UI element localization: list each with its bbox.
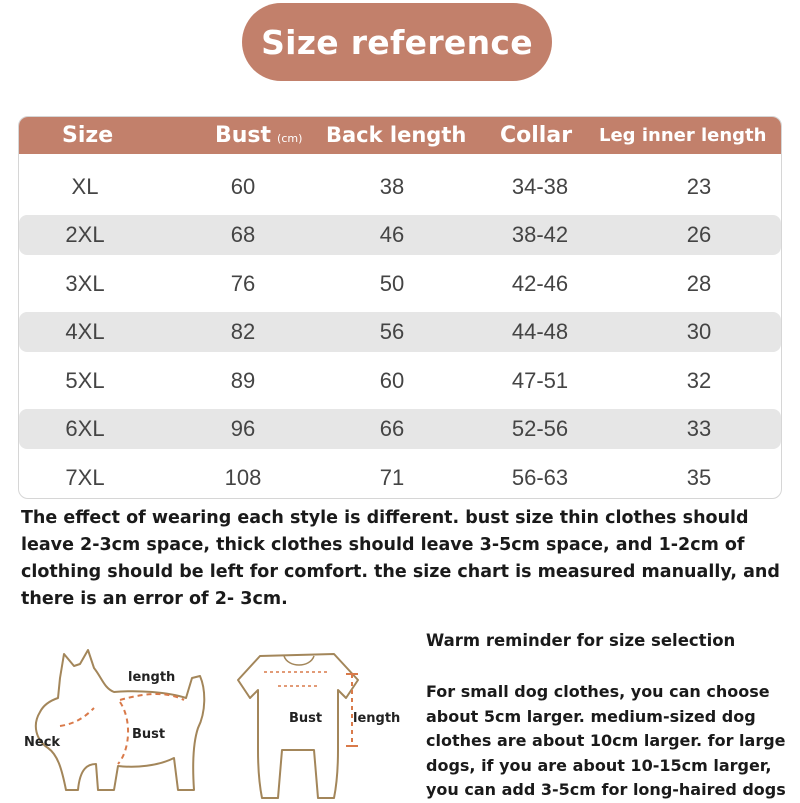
cell-bust: 60 [230,174,256,199]
cell-bust: 76 [230,271,256,296]
dog-length-label: length [128,670,176,685]
cell-leg: 26 [686,222,712,247]
page-title: Size reference [261,22,533,62]
cell-size: 3XL [65,271,105,296]
table-header [19,117,781,154]
cell-back-length: 60 [379,368,405,393]
cell-back-length: 71 [379,465,405,490]
cell-leg: 33 [686,416,712,441]
cell-back-length: 56 [379,319,405,344]
dog-neck-line [60,708,94,726]
cell-collar: 44-48 [511,319,569,344]
header-bust-unit: (cm) [277,132,303,145]
header-leg-inner-length: Leg inner length [599,125,767,146]
table-row [19,361,781,401]
cell-collar: 47-51 [511,368,569,393]
cell-leg: 28 [686,271,712,296]
cell-size: 4XL [65,319,105,344]
garment-neck-curve [284,656,314,665]
table-row [19,458,781,498]
cell-leg: 30 [686,319,712,344]
dog-bust-label: Bust [132,727,166,742]
table-row [19,409,781,449]
size-table [18,116,782,499]
cell-collar: 42-46 [511,271,569,296]
dog-bust-line [118,702,128,764]
cell-leg: 35 [686,465,712,490]
header-bust [215,117,302,154]
cell-leg: 23 [686,174,712,199]
header-collar: Collar [500,123,573,148]
cell-back-length: 46 [379,222,405,247]
dog-outline [36,650,204,790]
cell-back-length: 38 [379,174,405,199]
cell-bust: 82 [230,319,256,344]
dog-measurement-diagram [18,640,218,800]
cell-back-length: 66 [379,416,405,441]
garment-measurement-diagram [230,650,410,800]
cell-bust: 89 [230,368,256,393]
cell-bust: 96 [230,416,256,441]
table-row [19,264,781,304]
cell-size: 6XL [65,416,105,441]
dog-neck-label: Neck [24,735,61,750]
garment-length-label: length [353,711,401,726]
cell-size: 2XL [65,222,105,247]
cell-bust: 68 [230,222,256,247]
reminder-text: For small dog clothes, you can choose about 5cm larger. medium-sized dog clothes are about 10cm larger. for large dogs, if you are about 10-15cm larger, you can add 3-5cm for long-haired dogs [426,682,786,799]
cell-collar: 56-63 [511,465,569,490]
header-back-length: Back length [326,123,467,147]
table-row [19,215,781,255]
table-row [19,167,781,207]
cell-back-length: 50 [379,271,405,296]
garment-bust-label: Bust [289,711,323,726]
cell-size: 5XL [65,368,105,393]
header-size: Size [62,123,114,148]
measurement-note: The effect of wearing each style is different. bust size thin clothes should leave 2-3cm space, thick clothes should leave 3-5cm space, and 1-2cm of clothing should be left for comfort. the size chart is measured manually, and there is an error of 2- 3cm. [21,508,780,609]
cell-bust: 108 [224,465,262,490]
cell-collar: 38-42 [511,222,569,247]
cell-collar: 34-38 [511,174,569,199]
cell-size: 7XL [65,465,105,490]
cell-leg: 32 [686,368,712,393]
header-bust-label: Bust [215,123,272,148]
garment-outline [238,654,358,798]
cell-size: XL [71,174,99,199]
title-banner [242,3,552,81]
table-row [19,312,781,352]
cell-collar: 52-56 [511,416,569,441]
reminder-title: Warm reminder for size selection [426,631,736,650]
